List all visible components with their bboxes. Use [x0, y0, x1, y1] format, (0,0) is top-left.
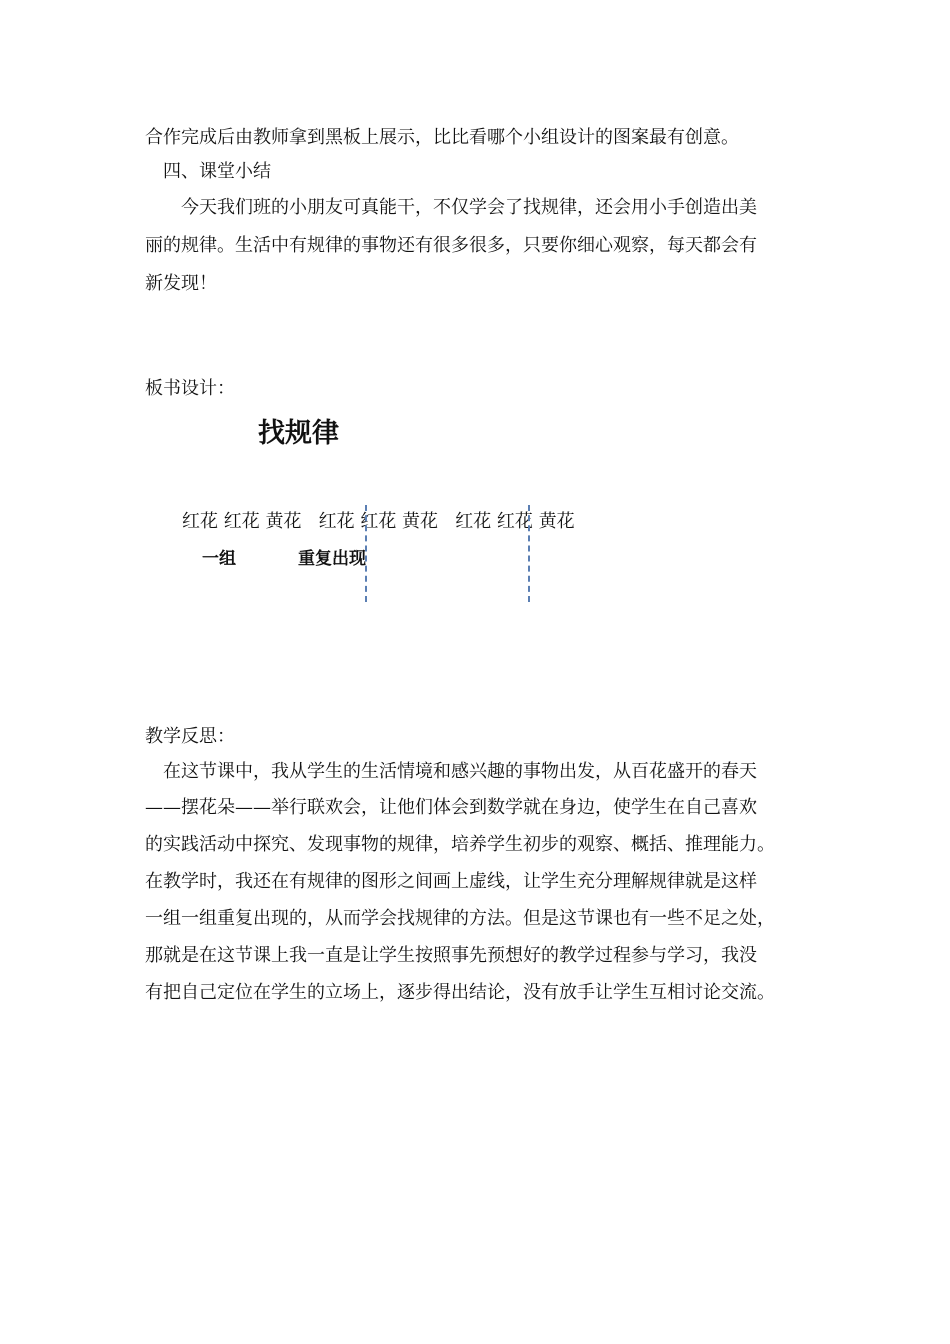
- summary-line-2: 丽的规律。生活中有规律的事物还有很多很多，只要你细心观察，每天都会有: [145, 235, 757, 256]
- reflection-line-6: 那就是在这节课上我一直是让学生按照事先预想好的教学过程参与学习，我没: [145, 945, 757, 966]
- board-label-repeat: 重复出现: [298, 549, 366, 569]
- reflection-line-2: ——摆花朵——举行联欢会，让他们体会到数学就在身边，使学生在自己喜欢: [145, 797, 757, 818]
- intro-line: 合作完成后由教师拿到黑板上展示，比比看哪个小组设计的图案最有创意。: [145, 127, 739, 148]
- board-sequence: 红花 红花 黄花 红花 红花 黄花 红花 红花 黄花: [182, 511, 575, 532]
- reflection-line-3: 的实践活动中探究、发现事物的规律，培养学生初步的观察、概括、推理能力。: [145, 834, 775, 855]
- reflection-line-5: 一组一组重复出现的，从而学会找规律的方法。但是这节课也有一些不足之处，: [145, 908, 775, 929]
- divider-dashed-line-2: [528, 505, 530, 602]
- reflection-line-4: 在教学时，我还在有规律的图形之间画上虚线，让学生充分理解规律就是这样: [145, 871, 757, 892]
- board-label-group: 一组: [202, 549, 236, 569]
- reflection-heading: 教学反思：: [145, 726, 235, 747]
- board-title: 找规律: [258, 418, 339, 449]
- summary-line-1: 今天我们班的小朋友可真能干，不仅学会了找规律，还会用小手创造出美: [181, 197, 757, 218]
- reflection-line-7: 有把自己定位在学生的立场上，逐步得出结论，没有放手让学生互相讨论交流。: [145, 982, 775, 1003]
- divider-dashed-line-1: [365, 505, 367, 602]
- summary-heading: 四、课堂小结: [163, 161, 271, 182]
- board-heading: 板书设计：: [145, 378, 235, 399]
- summary-line-3: 新发现！: [145, 273, 217, 294]
- reflection-line-1: 在这节课中，我从学生的生活情境和感兴趣的事物出发，从百花盛开的春天: [163, 761, 757, 782]
